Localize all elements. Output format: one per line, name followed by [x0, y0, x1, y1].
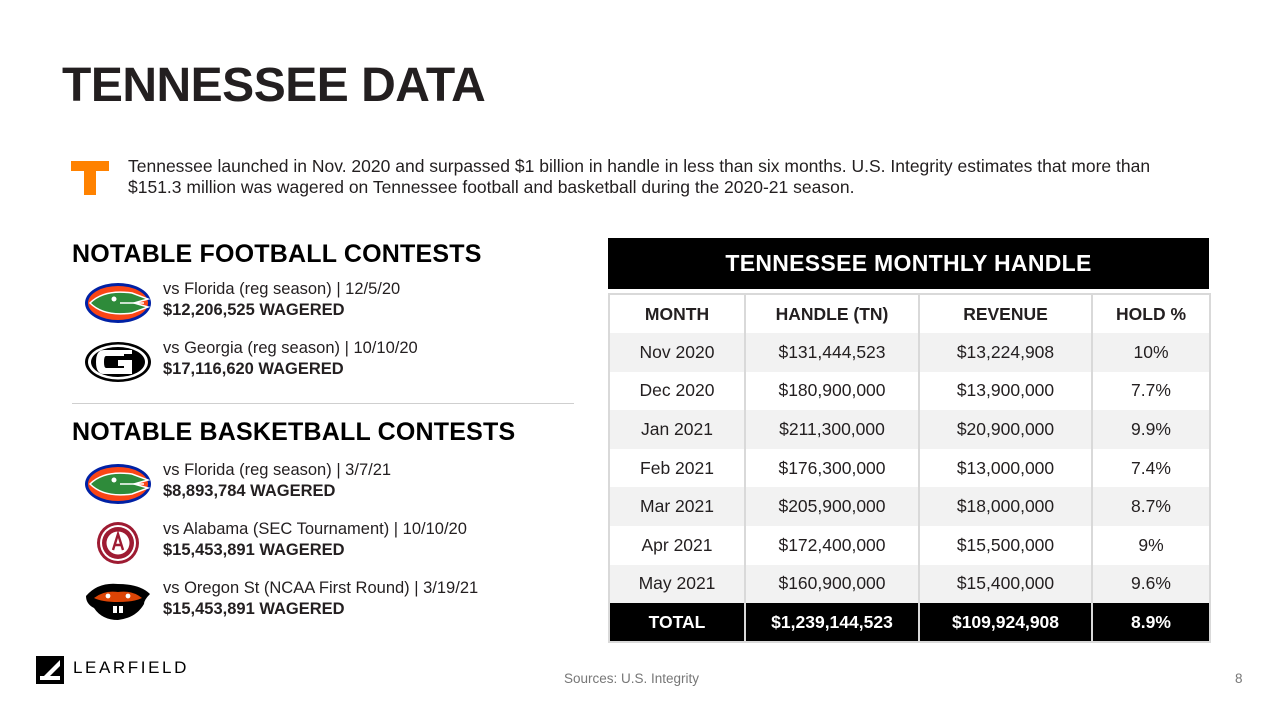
cell-handle: $211,300,000 — [745, 410, 919, 449]
table-row — [609, 526, 1210, 565]
contest-matchup: vs Alabama (SEC Tournament) | 10/10/20 — [163, 520, 467, 538]
page-number: 8 — [1235, 671, 1243, 686]
page-title: TENNESSEE DATA — [62, 59, 486, 112]
contest-matchup: vs Georgia (reg season) | 10/10/20 — [163, 339, 418, 357]
column-header-hold: HOLD % — [1092, 294, 1210, 333]
oregon-state-beaver-logo — [84, 580, 152, 624]
cell-hold: 8.7% — [1092, 487, 1210, 526]
total-hold: 8.9% — [1092, 603, 1210, 642]
cell-revenue: $13,900,000 — [919, 372, 1092, 411]
cell-hold: 10% — [1092, 333, 1210, 372]
table-row — [609, 410, 1210, 449]
contest-wagered: $15,453,891 WAGERED — [163, 541, 345, 559]
cell-revenue: $13,224,908 — [919, 333, 1092, 372]
cell-handle: $172,400,000 — [745, 526, 919, 565]
cell-month: Apr 2021 — [609, 526, 745, 565]
intro-paragraph: Tennessee launched in Nov. 2020 and surpassed $1 billion in handle in less than six months. U.S. Integrity estimates that more than $151.3 million was wagered on Tennessee football and basketball during the 2020-21 season. — [128, 156, 1151, 197]
contest-wagered: $8,893,784 WAGERED — [163, 482, 336, 500]
contest-matchup: vs Oregon St (NCAA First Round) | 3/19/21 — [163, 579, 479, 597]
cell-handle: $176,300,000 — [745, 449, 919, 488]
total-label: TOTAL — [609, 603, 745, 642]
football-heading: NOTABLE FOOTBALL CONTESTS — [72, 240, 482, 268]
cell-revenue: $20,900,000 — [919, 410, 1092, 449]
section-divider — [72, 403, 574, 404]
table-row — [609, 487, 1210, 526]
cell-hold: 9.9% — [1092, 410, 1210, 449]
contest-wagered: $17,116,620 WAGERED — [163, 360, 344, 378]
handle-data-table — [608, 293, 1211, 643]
cell-hold: 7.7% — [1092, 372, 1210, 411]
georgia-g-logo — [84, 340, 152, 384]
florida-gators-logo — [84, 462, 152, 506]
cell-handle: $160,900,000 — [745, 565, 919, 604]
tennessee-power-t-logo — [70, 159, 110, 199]
table-row — [609, 449, 1210, 488]
basketball-heading: NOTABLE BASKETBALL CONTESTS — [72, 418, 516, 446]
cell-month: May 2021 — [609, 565, 745, 604]
table-title: TENNESSEE MONTHLY HANDLE — [608, 238, 1209, 289]
total-revenue: $109,924,908 — [919, 603, 1092, 642]
table-total-row — [609, 603, 1210, 642]
brand-name: LEARFIELD — [73, 658, 189, 677]
cell-hold: 9% — [1092, 526, 1210, 565]
cell-revenue: $15,500,000 — [919, 526, 1092, 565]
cell-month: Dec 2020 — [609, 372, 745, 411]
cell-handle: $131,444,523 — [745, 333, 919, 372]
cell-month: Jan 2021 — [609, 410, 745, 449]
table-header-row — [609, 294, 1210, 333]
cell-month: Mar 2021 — [609, 487, 745, 526]
contest-wagered: $15,453,891 WAGERED — [163, 600, 345, 618]
cell-revenue: $15,400,000 — [919, 565, 1092, 604]
monthly-handle-table — [608, 238, 1209, 643]
table-row — [609, 565, 1210, 604]
table-row — [609, 333, 1210, 372]
total-handle: $1,239,144,523 — [745, 603, 919, 642]
column-header-handle: HANDLE (TN) — [745, 294, 919, 333]
cell-handle: $180,900,000 — [745, 372, 919, 411]
column-header-month: MONTH — [609, 294, 745, 333]
column-header-revenue: REVENUE — [919, 294, 1092, 333]
cell-month: Feb 2021 — [609, 449, 745, 488]
contest-wagered: $12,206,525 WAGERED — [163, 301, 345, 319]
cell-revenue: $13,000,000 — [919, 449, 1092, 488]
table-row — [609, 372, 1210, 411]
cell-revenue: $18,000,000 — [919, 487, 1092, 526]
contest-matchup: vs Florida (reg season) | 3/7/21 — [163, 461, 392, 479]
cell-hold: 7.4% — [1092, 449, 1210, 488]
contest-matchup: vs Florida (reg season) | 12/5/20 — [163, 280, 401, 298]
cell-hold: 9.6% — [1092, 565, 1210, 604]
florida-gators-logo — [84, 281, 152, 325]
cell-handle: $205,900,000 — [745, 487, 919, 526]
cell-month: Nov 2020 — [609, 333, 745, 372]
learfield-logo-icon — [36, 656, 64, 684]
alabama-seal-logo — [84, 521, 152, 565]
sources-note: Sources: U.S. Integrity — [564, 671, 700, 686]
